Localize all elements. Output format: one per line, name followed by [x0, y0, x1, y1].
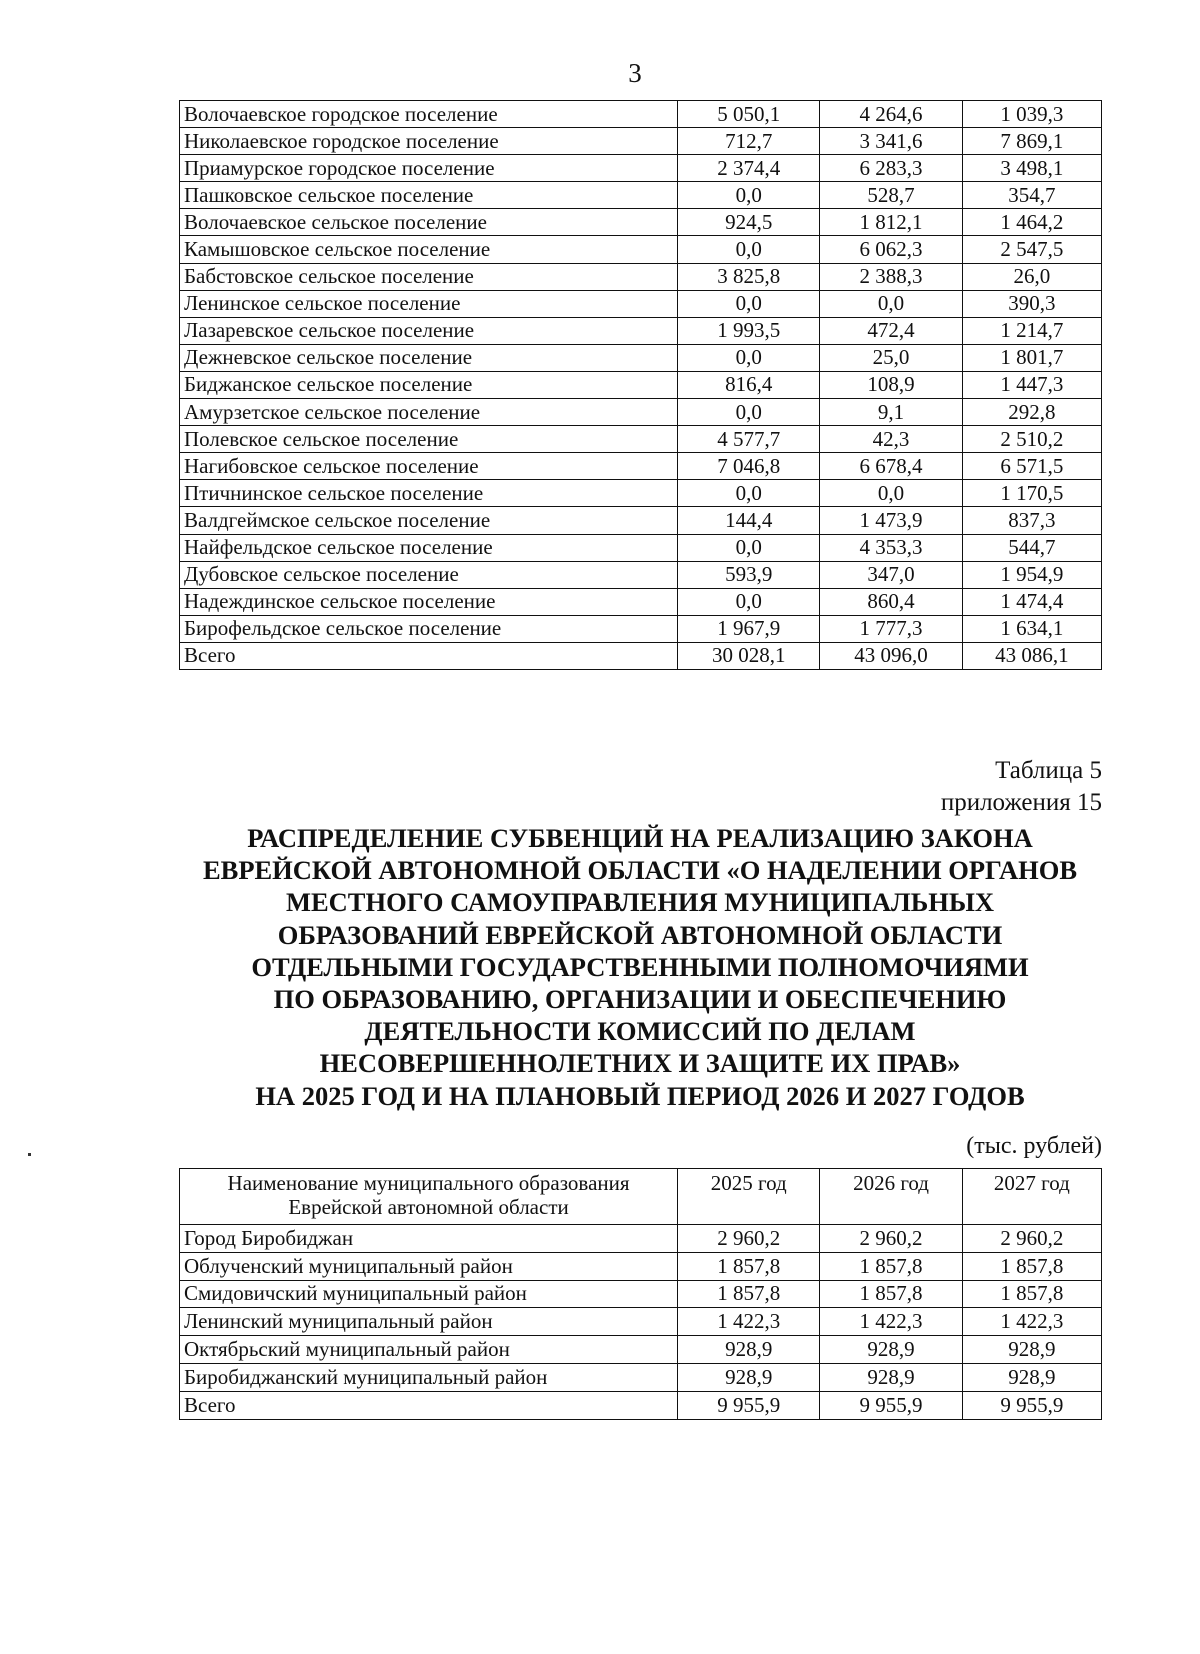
- value-2027: 3 498,1: [962, 155, 1101, 182]
- municipality-name: Волочаевское сельское поселение: [180, 209, 678, 236]
- value-2026: 2 388,3: [820, 263, 962, 290]
- municipality-name: Октябрьский муниципальный район: [180, 1336, 678, 1364]
- municipality-name: Ленинский муниципальный район: [180, 1308, 678, 1336]
- table-row: [180, 1280, 1102, 1308]
- municipality-name: Дежневское сельское поселение: [180, 344, 678, 371]
- value-2025: 5 050,1: [678, 101, 820, 128]
- title-line: ОБРАЗОВАНИЙ ЕВРЕЙСКОЙ АВТОНОМНОЙ ОБЛАСТИ: [277, 919, 1003, 950]
- municipality-name: Пашковское сельское поселение: [180, 182, 678, 209]
- table-4-continuation: [179, 100, 1102, 670]
- table-row: [180, 1336, 1102, 1364]
- value-2026: 1 777,3: [820, 615, 962, 642]
- municipality-name: Надеждинское сельское поселение: [180, 588, 678, 615]
- title-line: ОТДЕЛЬНЫМИ ГОСУДАРСТВЕННЫМИ ПОЛНОМОЧИЯМИ: [251, 951, 1029, 982]
- title-line: ДЕЯТЕЛЬНОСТИ КОМИССИЙ ПО ДЕЛАМ: [364, 1016, 916, 1047]
- value-2025: 30 028,1: [678, 642, 820, 669]
- value-2027: 1 474,4: [962, 588, 1101, 615]
- value-2026: 928,9: [820, 1336, 962, 1364]
- municipality-name: Дубовское сельское поселение: [180, 561, 678, 588]
- table-row: [180, 209, 1102, 236]
- value-2025: 144,4: [678, 507, 820, 534]
- value-2026: 43 096,0: [820, 642, 962, 669]
- table-5: [179, 1168, 1102, 1420]
- value-2025: 0,0: [678, 399, 820, 426]
- municipality-name: Биджанское сельское поселение: [180, 371, 678, 398]
- value-2027: 928,9: [962, 1336, 1101, 1364]
- document-title: [160, 822, 1120, 1112]
- table-row: [180, 344, 1102, 371]
- table-row: [180, 155, 1102, 182]
- value-2026: 25,0: [820, 344, 962, 371]
- value-2026: 1 812,1: [820, 209, 962, 236]
- value-2025: 1 967,9: [678, 615, 820, 642]
- value-2027: 43 086,1: [962, 642, 1101, 669]
- value-2027: 1 954,9: [962, 561, 1101, 588]
- municipality-name: Волочаевское городское поселение: [180, 101, 678, 128]
- header-2027: 2027 год: [962, 1169, 1101, 1225]
- table-5-body: [180, 1225, 1102, 1420]
- value-2027: 1 170,5: [962, 480, 1101, 507]
- table-row: [180, 480, 1102, 507]
- value-2027: 1 422,3: [962, 1308, 1101, 1336]
- value-2026: 6 678,4: [820, 453, 962, 480]
- table-row: [180, 507, 1102, 534]
- value-2026: 4 264,6: [820, 101, 962, 128]
- header-2025: 2025 год: [678, 1169, 820, 1225]
- table-row: [180, 561, 1102, 588]
- value-2027: 292,8: [962, 399, 1101, 426]
- municipality-name: Приамурское городское поселение: [180, 155, 678, 182]
- value-2025: 816,4: [678, 371, 820, 398]
- municipality-name: Биробиджанский муниципальный район: [180, 1363, 678, 1391]
- value-2025: 0,0: [678, 480, 820, 507]
- title-line: НА 2025 ГОД И НА ПЛАНОВЫЙ ПЕРИОД 2026 И 2027 ГОДОВ: [255, 1080, 1025, 1111]
- title-line: НЕСОВЕРШЕННОЛЕТНИХ И ЗАЩИТЕ ИХ ПРАВ»: [319, 1048, 961, 1079]
- table-row: [180, 128, 1102, 155]
- table-number-label: Таблица 5: [995, 757, 1102, 784]
- title-line: РАСПРЕДЕЛЕНИЕ СУБВЕНЦИЙ НА РЕАЛИЗАЦИЮ ЗАКОНА: [247, 823, 1033, 853]
- value-2025: 1 857,8: [678, 1252, 820, 1280]
- value-2025: 924,5: [678, 209, 820, 236]
- table-4-body: [180, 101, 1102, 670]
- value-2025: 712,7: [678, 128, 820, 155]
- municipality-name: Город Биробиджан: [180, 1225, 678, 1253]
- value-2026: 9 955,9: [820, 1391, 962, 1419]
- table-row: [180, 1363, 1102, 1391]
- table-row: [180, 534, 1102, 561]
- header-2026: 2026 год: [820, 1169, 962, 1225]
- value-2026: 860,4: [820, 588, 962, 615]
- value-2025: 4 577,7: [678, 426, 820, 453]
- value-2027: 390,3: [962, 290, 1101, 317]
- municipality-name: Бирофельдское сельское поселение: [180, 615, 678, 642]
- value-2025: 1 857,8: [678, 1280, 820, 1308]
- table-row: [180, 101, 1102, 128]
- value-2027: 2 547,5: [962, 236, 1101, 263]
- municipality-name: Лазаревское сельское поселение: [180, 317, 678, 344]
- title-line: МЕСТНОГО САМОУПРАВЛЕНИЯ МУНИЦИПАЛЬНЫХ: [285, 887, 995, 918]
- municipality-name: Облученский муниципальный район: [180, 1252, 678, 1280]
- value-2026: 528,7: [820, 182, 962, 209]
- value-2026: 1 857,8: [820, 1280, 962, 1308]
- municipality-name: Нагибовское сельское поселение: [180, 453, 678, 480]
- value-2027: 1 857,8: [962, 1252, 1101, 1280]
- value-2025: 0,0: [678, 344, 820, 371]
- value-2027: 1 464,2: [962, 209, 1101, 236]
- value-2026: 0,0: [820, 480, 962, 507]
- table-row: [180, 317, 1102, 344]
- value-2026: 108,9: [820, 371, 962, 398]
- municipality-name: Ленинское сельское поселение: [180, 290, 678, 317]
- table-row: [180, 453, 1102, 480]
- municipality-name: Полевское сельское поселение: [180, 426, 678, 453]
- value-2027: 26,0: [962, 263, 1101, 290]
- value-2026: 0,0: [820, 290, 962, 317]
- table-row: [180, 426, 1102, 453]
- value-2027: 1 447,3: [962, 371, 1101, 398]
- value-2026: 1 422,3: [820, 1308, 962, 1336]
- value-2027: 1 039,3: [962, 101, 1101, 128]
- municipality-name: Всего: [180, 642, 678, 669]
- value-2025: 928,9: [678, 1363, 820, 1391]
- value-2025: 0,0: [678, 534, 820, 561]
- table-row: [180, 642, 1102, 669]
- value-2026: 472,4: [820, 317, 962, 344]
- municipality-name: Найфельдское сельское поселение: [180, 534, 678, 561]
- table-row: [180, 615, 1102, 642]
- municipality-name: Амурзетское сельское поселение: [180, 399, 678, 426]
- table-row: [180, 371, 1102, 398]
- value-2025: 7 046,8: [678, 453, 820, 480]
- value-2027: 2 960,2: [962, 1225, 1101, 1253]
- unit-note: (тыс. рублей): [966, 1133, 1102, 1159]
- table-row: [180, 182, 1102, 209]
- municipality-name: Птичнинское сельское поселение: [180, 480, 678, 507]
- value-2027: 544,7: [962, 534, 1101, 561]
- value-2026: 1 857,8: [820, 1252, 962, 1280]
- table-row: [180, 1225, 1102, 1253]
- municipality-name: Бабстовское сельское поселение: [180, 263, 678, 290]
- table-row: [180, 1391, 1102, 1419]
- value-2025: 2 374,4: [678, 155, 820, 182]
- value-2027: 7 869,1: [962, 128, 1101, 155]
- value-2026: 3 341,6: [820, 128, 962, 155]
- value-2027: 837,3: [962, 507, 1101, 534]
- title-line: ПО ОБРАЗОВАНИЮ, ОРГАНИЗАЦИИ И ОБЕСПЕЧЕНИЮ: [273, 984, 1007, 1015]
- value-2025: 9 955,9: [678, 1391, 820, 1419]
- table-row: [180, 263, 1102, 290]
- value-2027: 1 857,8: [962, 1280, 1101, 1308]
- value-2027: 354,7: [962, 182, 1101, 209]
- value-2026: 9,1: [820, 399, 962, 426]
- value-2025: 928,9: [678, 1336, 820, 1364]
- value-2027: 9 955,9: [962, 1391, 1101, 1419]
- value-2027: 2 510,2: [962, 426, 1101, 453]
- value-2027: 1 634,1: [962, 615, 1101, 642]
- table-row: [180, 1308, 1102, 1336]
- value-2025: 1 422,3: [678, 1308, 820, 1336]
- value-2027: 6 571,5: [962, 453, 1101, 480]
- table-row: [180, 588, 1102, 615]
- value-2026: 6 062,3: [820, 236, 962, 263]
- value-2026: 2 960,2: [820, 1225, 962, 1253]
- value-2026: 4 353,3: [820, 534, 962, 561]
- municipality-name: Всего: [180, 1391, 678, 1419]
- table-row: [180, 290, 1102, 317]
- header-name: Наименование муниципального образования Еврейской автономной области: [180, 1169, 678, 1225]
- value-2025: 2 960,2: [678, 1225, 820, 1253]
- value-2026: 42,3: [820, 426, 962, 453]
- municipality-name: Валдгеймское сельское поселение: [180, 507, 678, 534]
- municipality-name: Смидовичский муниципальный район: [180, 1280, 678, 1308]
- value-2025: 3 825,8: [678, 263, 820, 290]
- table-header-row: [180, 1169, 1102, 1225]
- title-line: ЕВРЕЙСКОЙ АВТОНОМНОЙ ОБЛАСТИ «О НАДЕЛЕНИИ ОРГАНОВ: [202, 855, 1078, 886]
- value-2025: 0,0: [678, 236, 820, 263]
- value-2026: 928,9: [820, 1363, 962, 1391]
- value-2026: 1 473,9: [820, 507, 962, 534]
- page-number: 3: [628, 58, 642, 88]
- table-row: [180, 399, 1102, 426]
- municipality-name: Николаевское городское поселение: [180, 128, 678, 155]
- value-2025: 1 993,5: [678, 317, 820, 344]
- value-2026: 6 283,3: [820, 155, 962, 182]
- value-2026: 347,0: [820, 561, 962, 588]
- municipality-name: Камышовское сельское поселение: [180, 236, 678, 263]
- appendix-label: приложения 15: [940, 789, 1102, 816]
- value-2027: 928,9: [962, 1363, 1101, 1391]
- value-2027: 1 214,7: [962, 317, 1101, 344]
- value-2025: 0,0: [678, 290, 820, 317]
- table-row: [180, 1252, 1102, 1280]
- value-2025: 0,0: [678, 182, 820, 209]
- scan-speck: [28, 1153, 31, 1156]
- value-2025: 0,0: [678, 588, 820, 615]
- table-row: [180, 236, 1102, 263]
- value-2025: 593,9: [678, 561, 820, 588]
- value-2027: 1 801,7: [962, 344, 1101, 371]
